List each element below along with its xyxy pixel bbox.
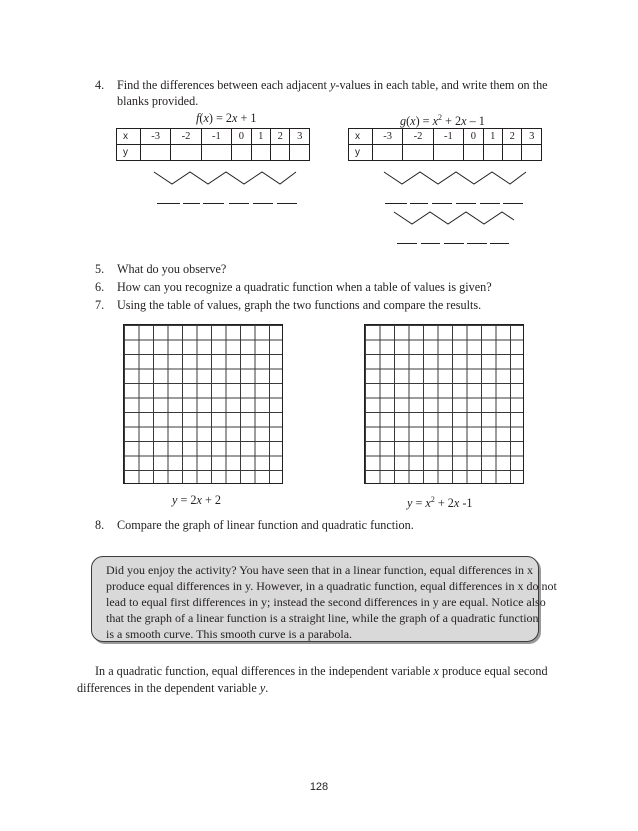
q6-number: 6. <box>95 280 105 294</box>
table-g-x-cell: 2 <box>503 129 522 145</box>
first-difference-blank[interactable] <box>480 203 500 204</box>
table-g-x-cell: -1 <box>433 129 463 145</box>
conclusion-line1: In a quadratic function, equal differences in the independent variable x produce equal second <box>95 664 548 678</box>
second-difference-blank[interactable] <box>421 243 440 244</box>
callout-line: is a smooth curve. This smooth curve is a parabola. <box>106 627 353 641</box>
table-f-y-cell[interactable] <box>141 145 171 161</box>
table-g-x-cell: -3 <box>373 129 403 145</box>
q5-number: 5. <box>95 262 105 276</box>
table-g-y-cell[interactable] <box>503 145 522 161</box>
table-row <box>117 145 310 161</box>
table-f-y-cell[interactable] <box>290 145 310 161</box>
difference-blank[interactable] <box>157 203 180 204</box>
table-g-y-cell[interactable] <box>522 145 542 161</box>
q4-text-line2: blanks provided. <box>117 94 199 108</box>
difference-zigzag-f <box>150 168 300 188</box>
callout-line: lead to equal first differences in y; instead the second differences in y are equal. Notice also <box>106 595 546 609</box>
difference-blank[interactable] <box>253 203 273 204</box>
first-difference-zigzag-g <box>380 168 530 188</box>
q6-text: How can you recognize a quadratic function when a table of values is given? <box>117 280 492 294</box>
first-difference-blank[interactable] <box>410 203 428 204</box>
graph-linear-caption: y = 2x + 2 <box>172 493 221 507</box>
difference-blank[interactable] <box>229 203 249 204</box>
first-difference-blank[interactable] <box>432 203 452 204</box>
difference-blank[interactable] <box>183 203 200 204</box>
summary-callout <box>91 556 557 642</box>
second-difference-blank[interactable] <box>467 243 487 244</box>
table-g <box>348 128 542 161</box>
q7-number: 7. <box>95 298 105 312</box>
table-f-x-cell: 1 <box>251 129 270 145</box>
callout-line: Did you enjoy the activity? You have seen that in a linear function, equal differences in x <box>106 563 533 577</box>
table-f-x-cell: 2 <box>271 129 290 145</box>
conclusion-line2: differences in the dependent variable y. <box>77 681 269 695</box>
table-g-y-cell[interactable] <box>433 145 463 161</box>
table-f-y-cell[interactable] <box>171 145 201 161</box>
callout-line: that the graph of a linear function is a straight line, while the graph of a quadratic function <box>106 611 539 625</box>
table-f-x-cell: -2 <box>171 129 201 145</box>
second-difference-zigzag-g <box>390 208 518 228</box>
table-g-x-cell: 1 <box>483 129 502 145</box>
second-difference-blank[interactable] <box>444 243 464 244</box>
first-difference-blank[interactable] <box>503 203 523 204</box>
table-f-y-cell[interactable] <box>232 145 251 161</box>
table-f-y-cell[interactable] <box>271 145 290 161</box>
table-f-y-cell[interactable] <box>251 145 270 161</box>
table-row <box>349 129 542 145</box>
table-g-y-label: y <box>349 145 373 161</box>
difference-blank[interactable] <box>277 203 297 204</box>
q8-number: 8. <box>95 518 105 532</box>
first-difference-blank[interactable] <box>456 203 476 204</box>
table-g-caption: $g(x) = x^2 + 2x - 1$ <box>400 113 485 129</box>
table-g-y-cell[interactable] <box>373 145 403 161</box>
q8-text: Compare the graph of linear function and quadratic function. <box>117 518 414 532</box>
graph-grid-linear[interactable] <box>123 324 283 484</box>
table-f <box>116 128 310 161</box>
q7-text: Using the table of values, graph the two functions and compare the results. <box>117 298 482 312</box>
difference-blank[interactable] <box>203 203 224 204</box>
callout-text <box>106 562 557 642</box>
table-f-y-label: y <box>117 145 141 161</box>
table-g-x-label: x <box>349 129 373 145</box>
table-f-y-cell[interactable] <box>201 145 231 161</box>
q4-text: Find the differences between each adjacent y-values in each table, and write them on the <box>117 78 548 92</box>
table-g-x-cell: 0 <box>464 129 483 145</box>
table-g-y-cell[interactable] <box>483 145 502 161</box>
table-f-x-cell: 0 <box>232 129 251 145</box>
q5-text: What do you observe? <box>117 262 227 276</box>
table-g-y-cell[interactable] <box>403 145 433 161</box>
table-g-x-cell: -2 <box>403 129 433 145</box>
table-f-x-cell: 3 <box>290 129 310 145</box>
page-number: 128 <box>309 781 329 793</box>
graph-quadratic-caption: $y = x^2 + 2x$ -1 <box>407 495 473 511</box>
table-g-y-cell[interactable] <box>464 145 483 161</box>
second-difference-blank[interactable] <box>397 243 417 244</box>
q4-number: 4. <box>95 78 105 92</box>
table-row <box>117 129 310 145</box>
table-f-x-label: x <box>117 129 141 145</box>
second-difference-blank[interactable] <box>490 243 509 244</box>
table-f-caption: f(x) = 2x + 1 <box>196 111 257 125</box>
table-f-x-cell: -3 <box>141 129 171 145</box>
first-difference-blank[interactable] <box>385 203 407 204</box>
table-f-x-cell: -1 <box>201 129 231 145</box>
table-g-x-cell: 3 <box>522 129 542 145</box>
table-row <box>349 145 542 161</box>
callout-line: produce equal differences in y. However, in a quadratic function, equal differences in x do not <box>106 579 557 593</box>
graph-grid-quadratic[interactable] <box>364 324 524 484</box>
